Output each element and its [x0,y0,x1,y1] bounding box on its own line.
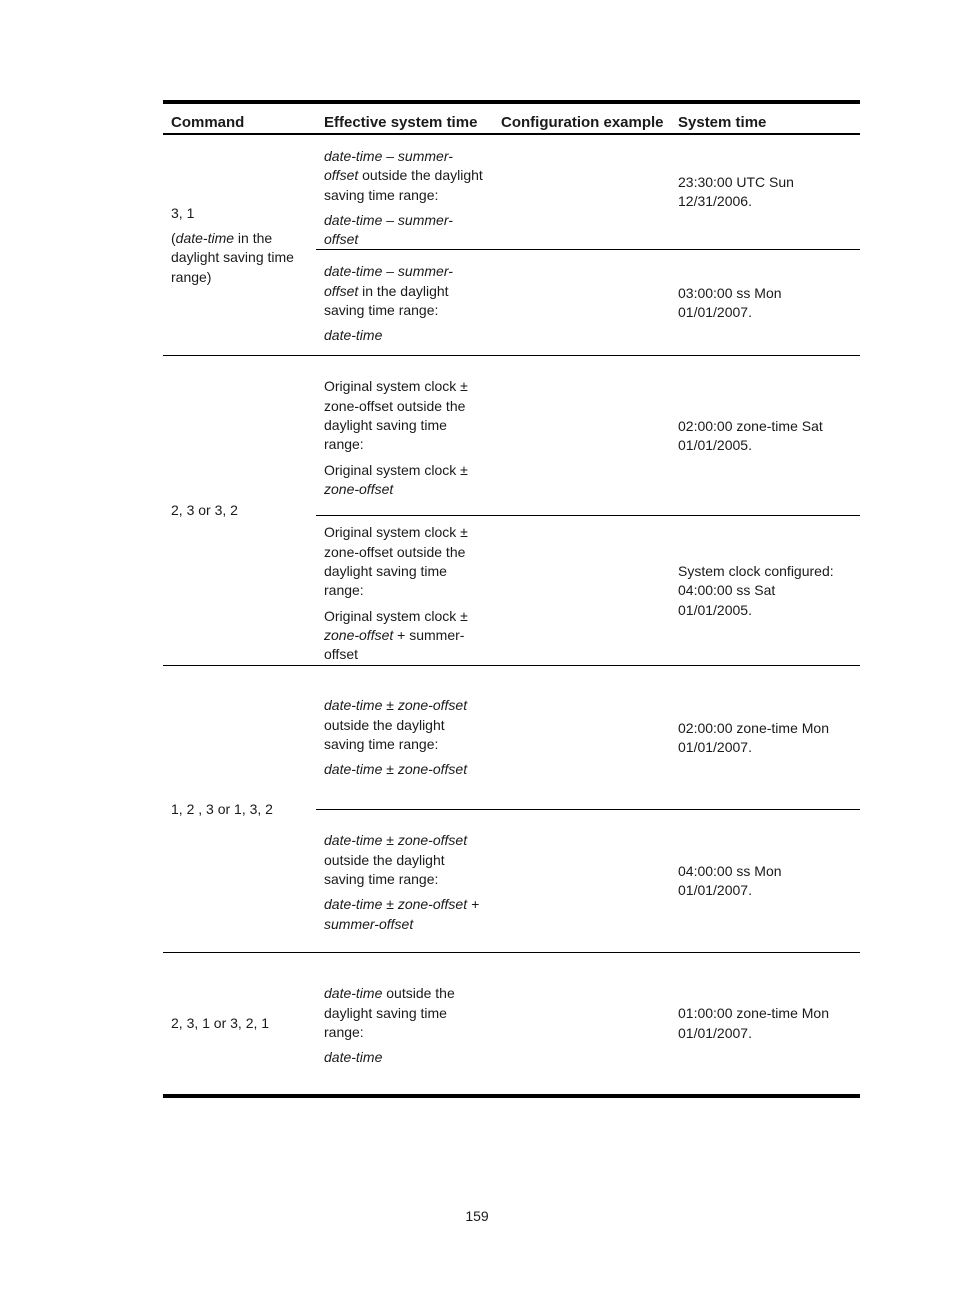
table-row [163,666,860,810]
config-example-cell [493,666,670,810]
effective-time-cell: Original system clock ± zone-offset outside the daylight saving time range: Original system clock ± zone-offset [316,356,493,516]
config-example-cell [493,250,670,356]
table-row [163,953,860,1096]
config-example-cell [493,953,670,1096]
command-text: 3, 1 [171,204,195,221]
system-time-cell: 23:30:00 UTC Sun 12/31/2006. [678,173,794,210]
command-cell: 1, 2 , 3 or 1, 3, 2 [163,666,316,953]
system-time-cell: 02:00:00 zone-time Sat 01/01/2005. [670,356,860,516]
command-cell: 2, 3 or 3, 2 [163,356,316,666]
header-command: Command [163,102,316,134]
command-cell: 2, 3, 1 or 3, 2, 1 [163,953,316,1096]
system-time-cell: System clock configured: 04:00:00 ss Sat 01/01/2005. [670,516,860,666]
effective-time-cell: date-time – summer-offset outside the daylight saving time range: date-time – summer-offset [324,148,483,248]
table-row [163,356,860,516]
system-time-cell: 01:00:00 zone-time Mon 01/01/2007. [670,953,860,1096]
command-note: (date-time in the daylight saving time range) [171,229,294,285]
system-time-cell: 04:00:00 ss Mon 01/01/2007. [670,810,860,953]
system-time-cell: 03:00:00 ss Mon 01/01/2007. [670,250,860,356]
config-example-cell [493,134,670,250]
effective-time-cell: date-time ± zone-offset outside the daylight saving time range: date-time ± zone-offset [316,666,493,810]
header-effective-system-time: Effective system time [316,102,493,134]
page-number: 159 [465,1208,489,1224]
command-cell [163,134,316,356]
header-system-time: System time [670,102,860,134]
effective-time-cell: date-time outside the daylight saving time range: date-time [316,953,493,1096]
time-settings-table [163,100,860,1098]
config-example-cell [493,516,670,666]
table-header-row [163,102,860,134]
config-example-cell [493,810,670,953]
effective-time-cell: date-time ± zone-offset outside the daylight saving time range: date-time ± zone-offset + summer-offset [316,810,493,953]
effective-time-cell: date-time – summer-offset in the daylight saving time range: date-time [316,250,493,356]
header-configuration-example: Configuration example [493,102,670,134]
effective-time-cell: Original system clock ± zone-offset outside the daylight saving time range: Original system clock ± zone-offset + summer-offset [316,516,493,666]
system-time-cell: 02:00:00 zone-time Mon 01/01/2007. [670,666,860,810]
config-example-cell [493,356,670,516]
table-row [163,134,860,250]
